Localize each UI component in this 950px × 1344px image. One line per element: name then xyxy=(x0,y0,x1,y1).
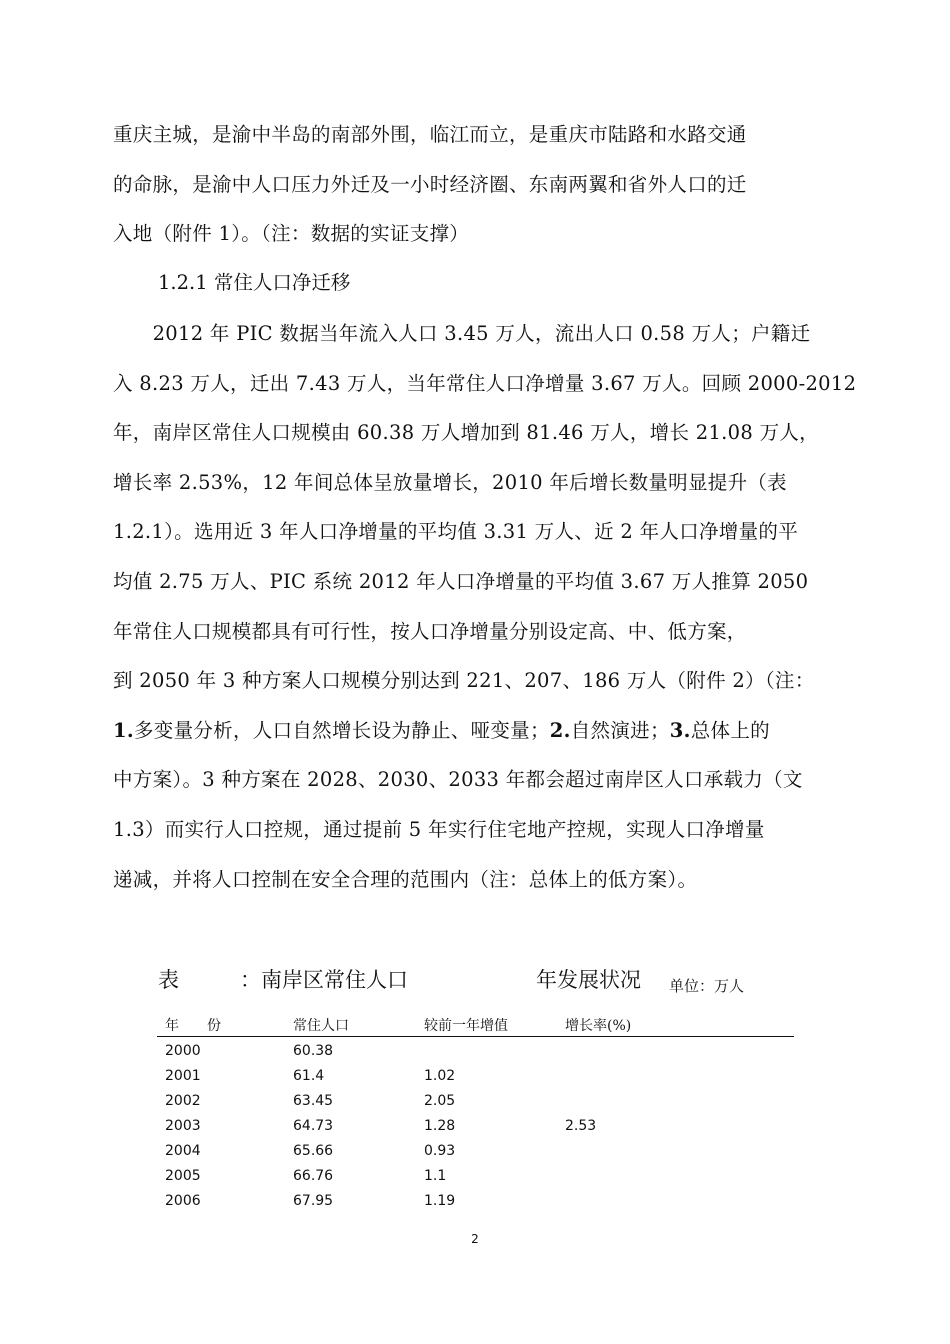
cell-growth-rate: 2.53 xyxy=(565,1118,597,1134)
body-paragraph xyxy=(113,309,857,904)
table-title-suffix: 年发展状况 xyxy=(536,968,641,992)
text-line: 的命脉，是渝中人口压力外迁及一小时经济圈、东南两翼和省外人口的迁 xyxy=(113,172,747,196)
text-line: 中方案）。3 种方案在 2028、2030、2033 年都会超过南岸区人口承载力（文 xyxy=(113,768,803,792)
cell-year: 2003 xyxy=(165,1118,201,1134)
cell-increase: 1.28 xyxy=(424,1118,456,1134)
header-year: 年 份 xyxy=(165,1018,221,1034)
text-line: 2012 年 PIC 数据当年流入人口 3.45 万人，流出人口 0.58 万人；户籍迁 xyxy=(113,322,811,345)
text-line: 增长率 2.53%，12 年间总体呈放量增长，2010 年后增长数量明显提升（表 xyxy=(113,470,787,494)
text-line: 递减，并将人口控制在安全合理的范围内（注：总体上的低方案）。 xyxy=(113,867,698,891)
intro-paragraph xyxy=(113,110,840,259)
page-number: 2 xyxy=(471,1232,479,1246)
cell-increase: 1.02 xyxy=(424,1068,456,1084)
table-unit: 单位：万人 xyxy=(669,977,745,995)
cell-increase: 0.93 xyxy=(424,1143,456,1159)
text-line: 1.多变量分析，人口自然增长设为静止、哑变量；2.自然演进；3.总体上的 xyxy=(113,718,770,742)
table-header-rule xyxy=(157,1036,794,1037)
header-growth-rate: 增长率(%) xyxy=(565,1018,632,1034)
section-heading: 1.2.1 常住人口净迁移 xyxy=(158,271,351,294)
cell-year: 2001 xyxy=(165,1068,201,1084)
cell-year: 2005 xyxy=(165,1168,201,1184)
cell-year: 2000 xyxy=(165,1043,201,1059)
text-line: 入 8.23 万人，迁出 7.43 万人，当年常住人口净增量 3.67 万人。回顾 2000-2012 xyxy=(113,371,857,395)
text-line: 入地（附件 1）。（注：数据的实证支撑） xyxy=(113,222,470,246)
text-line: 均值 2.75 万人、PIC 系统 2012 年人口净增量的平均值 3.67 万人推算 2050 xyxy=(113,569,809,593)
text-line: 1.2.1）。选用近 3 年人口净增量的平均值 3.31 万人、近 2 年人口净增量的平 xyxy=(113,520,798,544)
text-line: 1.3）而实行人口控规，通过提前 5 年实行住宅地产控规，实现人口净增量 xyxy=(113,817,765,841)
cell-population: 65.66 xyxy=(293,1143,334,1159)
cell-population: 66.76 xyxy=(293,1168,334,1184)
text-line: 年常住人口规模都具有可行性，按人口净增量分别设定高、中、低方案， xyxy=(113,619,747,643)
cell-population: 64.73 xyxy=(293,1118,334,1134)
cell-increase: 1.1 xyxy=(424,1168,447,1184)
header-population: 常住人口 xyxy=(293,1018,349,1034)
header-increase: 较前一年增值 xyxy=(424,1018,508,1034)
cell-population: 63.45 xyxy=(293,1093,334,1109)
cell-year: 2004 xyxy=(165,1143,201,1159)
table-title-prefix: 表 xyxy=(158,968,179,992)
cell-year: 2006 xyxy=(165,1193,201,1209)
cell-increase: 1.19 xyxy=(424,1193,456,1209)
cell-population: 67.95 xyxy=(293,1193,334,1209)
table-title-main: ：南岸区常住人口 xyxy=(240,968,408,992)
text-line: 重庆主城，是渝中半岛的南部外围，临江而立，是重庆市陆路和水路交通 xyxy=(113,123,747,146)
text-line: 到 2050 年 3 种方案人口规模分别达到 221、207、186 万人（附件 2）（注： xyxy=(113,669,815,693)
cell-year: 2002 xyxy=(165,1093,201,1109)
cell-population: 60.38 xyxy=(293,1043,334,1059)
text-line: 年，南岸区常住人口规模由 60.38 万人增加到 81.46 万人，增长 21.08 万人， xyxy=(113,421,819,445)
cell-increase: 2.05 xyxy=(424,1093,456,1109)
cell-population: 61.4 xyxy=(293,1068,325,1084)
